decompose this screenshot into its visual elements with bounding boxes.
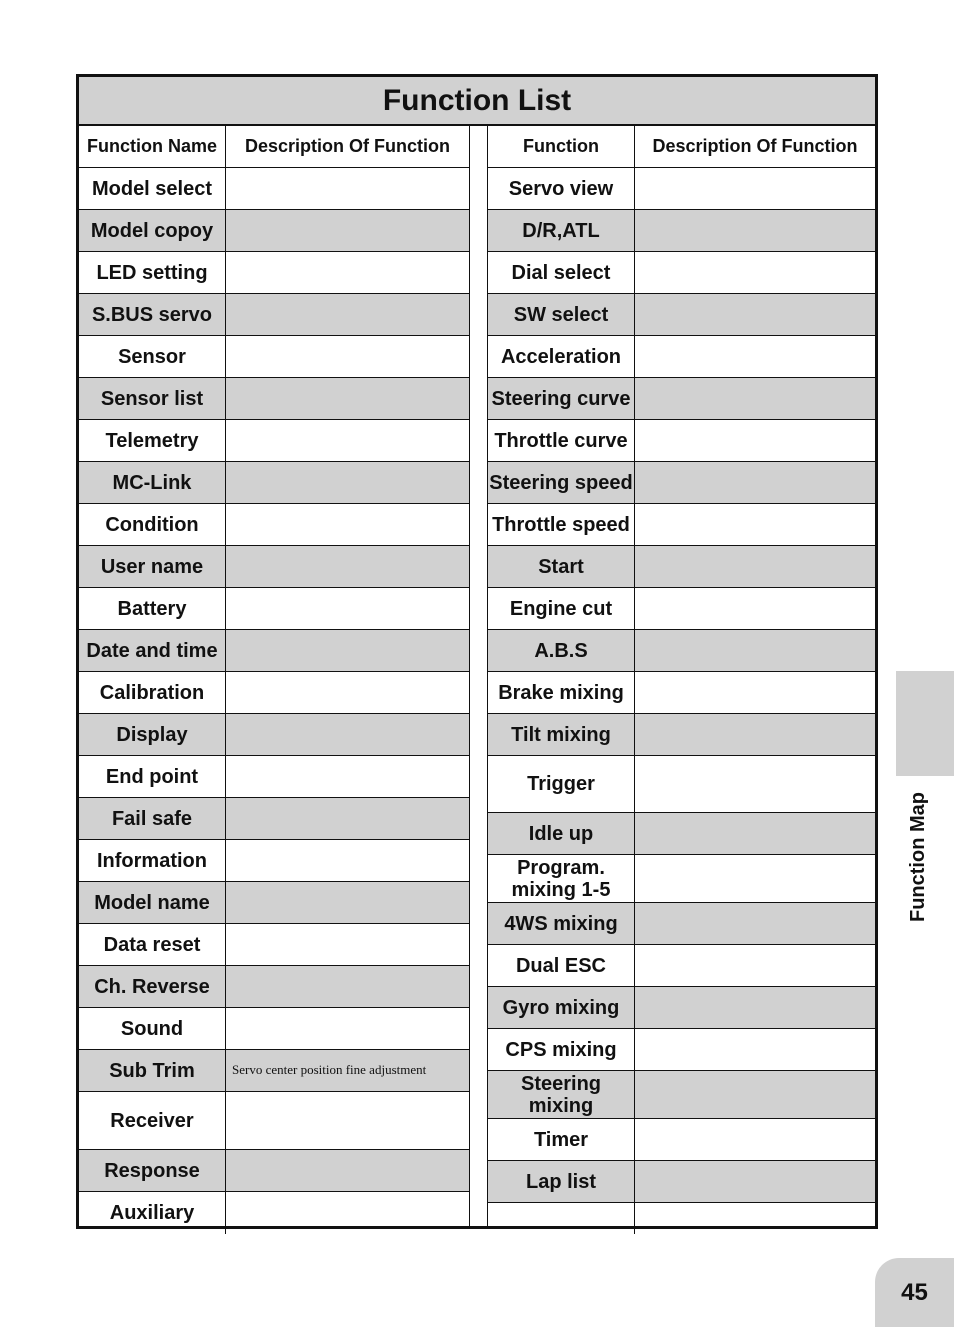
- function-name: Sensor: [79, 336, 226, 377]
- function-description: [226, 210, 469, 251]
- function-description: [635, 378, 875, 419]
- function-name: Condition: [79, 504, 226, 545]
- table-row: [79, 1150, 469, 1192]
- function-description: [635, 1071, 875, 1118]
- table-row: [79, 966, 469, 1008]
- function-description: [635, 210, 875, 251]
- function-name: Receiver: [79, 1092, 226, 1149]
- function-name: Ch. Reverse: [79, 966, 226, 1007]
- table-row: [488, 336, 875, 378]
- function-name: Throttle speed: [488, 504, 635, 545]
- table-row: [488, 378, 875, 420]
- function-description: Servo center position fine adjustment: [232, 1062, 427, 1078]
- function-name: Fail safe: [79, 798, 226, 839]
- function-description: [226, 420, 469, 461]
- function-name: Start: [488, 546, 635, 587]
- function-description: [635, 756, 875, 812]
- function-description: [635, 855, 875, 902]
- function-name: Dual ESC: [488, 945, 635, 986]
- table-row: [488, 855, 875, 903]
- function-description: [226, 336, 469, 377]
- function-name: Sound: [79, 1008, 226, 1049]
- table-row: [488, 462, 875, 504]
- table-row: [79, 210, 469, 252]
- table-row: [488, 1119, 875, 1161]
- function-name: Trigger: [488, 756, 635, 812]
- function-name: SW select: [488, 294, 635, 335]
- table-row: [79, 714, 469, 756]
- function-name: Brake mixing: [488, 672, 635, 713]
- function-description: [635, 462, 875, 503]
- function-description: [635, 672, 875, 713]
- function-name: Dial select: [488, 252, 635, 293]
- table-row: [79, 1050, 469, 1092]
- function-description: [226, 1092, 469, 1149]
- function-description: [226, 1192, 469, 1234]
- table-row: [79, 756, 469, 798]
- table-row: [488, 504, 875, 546]
- table-row: [488, 1203, 875, 1234]
- function-name: Sub Trim: [79, 1050, 226, 1091]
- function-description: [226, 1008, 469, 1049]
- function-name: S.BUS servo: [79, 294, 226, 335]
- function-name: Acceleration: [488, 336, 635, 377]
- function-name: Throttle curve: [488, 420, 635, 461]
- function-description: [635, 252, 875, 293]
- table-row: [79, 546, 469, 588]
- table-row: [488, 714, 875, 756]
- table-row: [79, 252, 469, 294]
- function-name: Idle up: [488, 813, 635, 854]
- function-name: Model copoy: [79, 210, 226, 251]
- table-row: [488, 294, 875, 336]
- table-row: [79, 672, 469, 714]
- table-row: [79, 168, 469, 210]
- table-row: [488, 210, 875, 252]
- function-name: Data reset: [79, 924, 226, 965]
- function-description: [635, 1203, 875, 1234]
- page-number: 45: [875, 1258, 954, 1327]
- left-header-row: [79, 126, 469, 168]
- function-description: [226, 168, 469, 209]
- function-name: MC-Link: [79, 462, 226, 503]
- function-name: Gyro mixing: [488, 987, 635, 1028]
- table-row: [79, 1192, 469, 1234]
- function-description: [635, 813, 875, 854]
- function-description: [226, 630, 469, 671]
- table-row: [79, 420, 469, 462]
- function-name: Timer: [488, 1119, 635, 1160]
- function-description: [635, 1029, 875, 1070]
- function-description: [226, 714, 469, 755]
- function-name: User name: [79, 546, 226, 587]
- table-row: [488, 672, 875, 714]
- section-tab: [896, 671, 954, 776]
- table-row: [488, 588, 875, 630]
- section-label: Function Map: [907, 792, 929, 922]
- table-row: [488, 813, 875, 855]
- right-header-row: [488, 126, 875, 168]
- function-name: LED setting: [79, 252, 226, 293]
- table-row: [79, 336, 469, 378]
- table-row: [488, 420, 875, 462]
- function-description: [226, 252, 469, 293]
- function-name: Steering speed: [488, 462, 635, 503]
- function-name: Engine cut: [488, 588, 635, 629]
- table-row: [488, 1071, 875, 1119]
- table-row: [488, 945, 875, 987]
- function-description: [226, 588, 469, 629]
- table-row: [79, 798, 469, 840]
- table-row: [488, 168, 875, 210]
- table-row: [79, 588, 469, 630]
- function-description: [226, 378, 469, 419]
- table-row: [488, 630, 875, 672]
- column-header: Description Of Function: [245, 135, 450, 156]
- function-description: [226, 1150, 469, 1191]
- function-description: [635, 546, 875, 587]
- function-description: [226, 546, 469, 587]
- table-row: [488, 1161, 875, 1203]
- function-name: Response: [79, 1150, 226, 1191]
- function-name: Auxiliary: [79, 1192, 226, 1234]
- function-description: [635, 294, 875, 335]
- function-name: Display: [79, 714, 226, 755]
- function-description: [635, 630, 875, 671]
- function-description: [635, 1161, 875, 1202]
- table-row: [79, 882, 469, 924]
- table-row: [79, 1008, 469, 1050]
- function-name: Steering mixing: [488, 1071, 635, 1118]
- right-column: [488, 126, 875, 1234]
- function-description: [226, 672, 469, 713]
- function-description: [226, 462, 469, 503]
- table-row: [488, 756, 875, 813]
- function-description: [226, 504, 469, 545]
- table-row: [79, 924, 469, 966]
- function-description: [635, 336, 875, 377]
- column-gap: [469, 126, 488, 1226]
- function-name: Lap list: [488, 1161, 635, 1202]
- function-description: [226, 882, 469, 923]
- column-header: Function: [488, 126, 635, 167]
- function-description: [635, 945, 875, 986]
- function-description: [635, 1119, 875, 1160]
- function-name: CPS mixing: [488, 1029, 635, 1070]
- table-row: [488, 252, 875, 294]
- function-description: [226, 924, 469, 965]
- function-description: [226, 798, 469, 839]
- table-row: [79, 378, 469, 420]
- function-name: Sensor list: [79, 378, 226, 419]
- left-column: [79, 126, 469, 1234]
- function-description: [635, 168, 875, 209]
- function-description: [226, 966, 469, 1007]
- table-row: [79, 630, 469, 672]
- table-title: Function List: [79, 77, 875, 126]
- function-list-table: [76, 74, 878, 1229]
- column-header: Description Of Function: [652, 135, 858, 156]
- table-row: [488, 546, 875, 588]
- function-description: [226, 756, 469, 797]
- function-description: [226, 294, 469, 335]
- function-description: [635, 504, 875, 545]
- function-name: Information: [79, 840, 226, 881]
- function-name: Date and time: [79, 630, 226, 671]
- table-row: [488, 1029, 875, 1071]
- function-name: A.B.S: [488, 630, 635, 671]
- function-name: Steering curve: [488, 378, 635, 419]
- function-description: [635, 588, 875, 629]
- column-header: Function Name: [79, 126, 226, 167]
- table-row: [79, 462, 469, 504]
- function-description: [635, 714, 875, 755]
- function-name: End point: [79, 756, 226, 797]
- function-name: Calibration: [79, 672, 226, 713]
- function-description: [635, 903, 875, 944]
- function-name: Model select: [79, 168, 226, 209]
- function-name: Telemetry: [79, 420, 226, 461]
- function-description: [635, 420, 875, 461]
- table-row: [488, 987, 875, 1029]
- table-row: [79, 1092, 469, 1150]
- table-row: [488, 903, 875, 945]
- table-row: [79, 504, 469, 546]
- function-description: [226, 840, 469, 881]
- table-row: [79, 840, 469, 882]
- function-name: Battery: [79, 588, 226, 629]
- function-name: Program. mixing 1-5: [488, 855, 635, 902]
- function-name: 4WS mixing: [488, 903, 635, 944]
- function-name: Tilt mixing: [488, 714, 635, 755]
- table-row: [79, 294, 469, 336]
- function-name: Model name: [79, 882, 226, 923]
- function-name: D/R,ATL: [488, 210, 635, 251]
- function-name: Servo view: [488, 168, 635, 209]
- function-description: [635, 987, 875, 1028]
- function-name: [488, 1203, 635, 1234]
